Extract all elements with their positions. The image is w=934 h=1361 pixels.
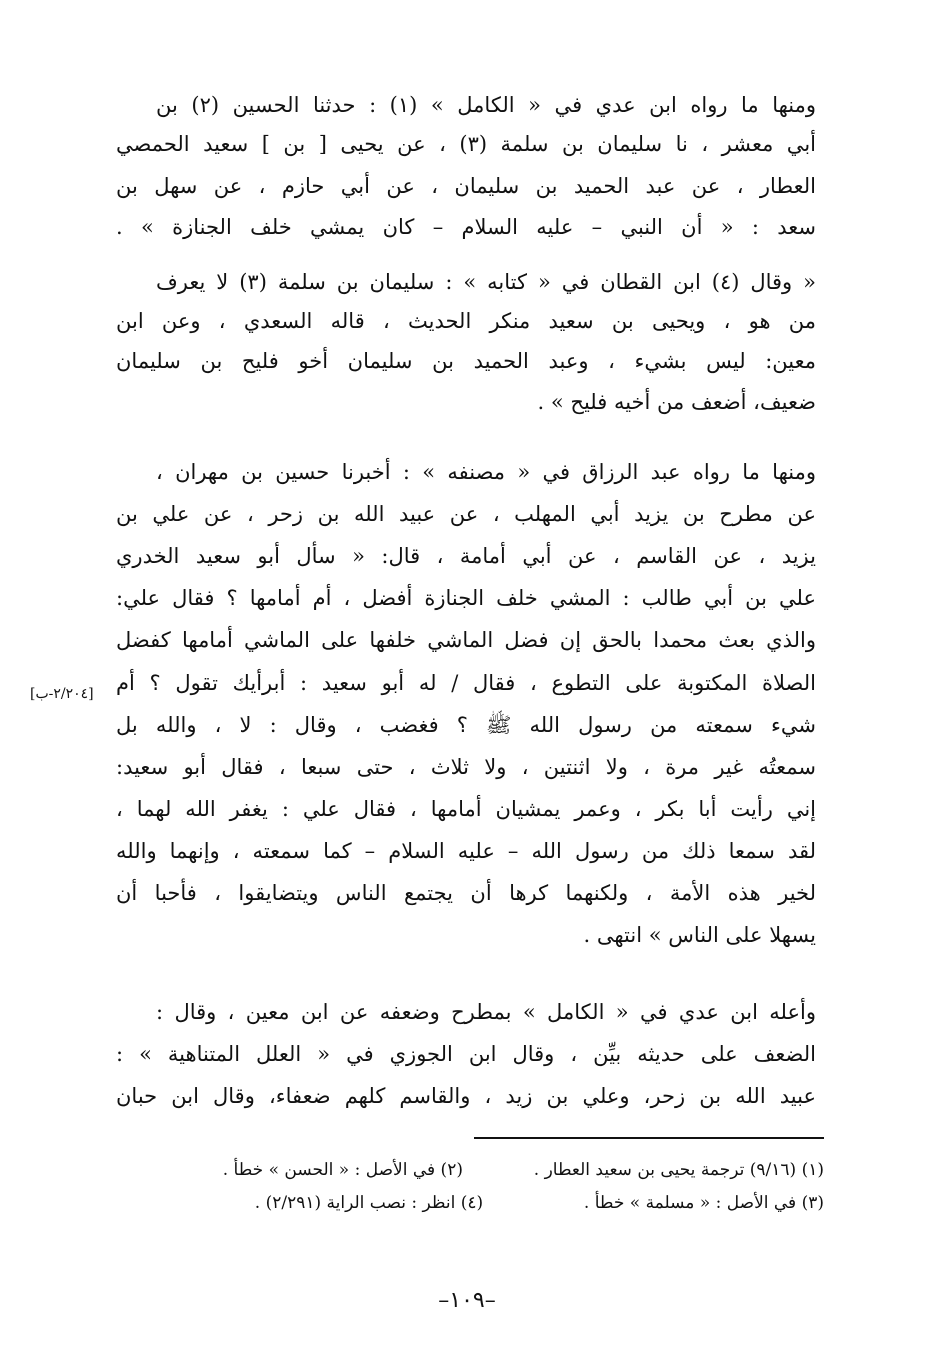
body-line: إني رأيت أبا بكر ، وعمر يمشيان أمامها ، فقال علي : يغفر الله لهما ، [116, 797, 816, 821]
body-line: علي بن أبي طالب : المشي خلف الجنازة أفضل ، أم أمامها ؟ فقال علي: [116, 586, 816, 610]
body-line: شيء سمعته من رسول الله ﷺ ؟ فغضب ، وقال : لا ، والله بل [116, 713, 816, 737]
body-line: سمعتُه غير مرة ، ولا اثنتين ، ولا ثلاث ، حتى سبعا ، فقال أبو سعيد: [116, 755, 816, 779]
footnote-4: (٤) انظر : نصب الراية (٢/٢٩١) . [254, 1193, 484, 1213]
body-line: يزيد ، عن القاسم ، عن أبي أمامة ، قال: « سأل أبو سعيد الخدري [116, 544, 816, 568]
body-line: والذي بعث محمدا بالحق إن فضل الماشي خلفها على الماشي أمامها كفضل [116, 628, 816, 652]
body-line: عبيد الله بن زحر، وعلي بن زيد ، والقاسم كلهم ضعفاء، وقال ابن حبان [116, 1084, 816, 1108]
body-line: ومنها ما رواه ابن عدي في « الكامل » (١) : حدثنا الحسين (٢) بن [156, 93, 816, 117]
body-line: الضعف على حديثه بيِّن ، وقال ابن الجوزي في « العلل المتناهية » : [116, 1042, 816, 1066]
body-line: لخير هذه الأمة ، ولكنهما كرها أن يجتمع الناس ويتضايقوا ، فأحبا أن [116, 881, 816, 905]
body-line: « وقال (٤) ابن القطان في « كتابه » : سليمان بن سلمة (٣) لا يعرف [156, 270, 816, 294]
body-line: العطار ، عن عبد الحميد بن سليمان ، عن أبي حازم ، عن سهل بن [116, 174, 816, 198]
body-line: ضعيف، أضعف من أخيه فليح » . [537, 390, 816, 414]
body-line: يسهلا على الناس » انتهى . [583, 923, 816, 947]
body-line: أبي معشر ، نا سليمان بن سلمة (٣) ، عن يحيى [ بن ] سعيد الحمصي [116, 132, 816, 156]
body-line: وأعله ابن عدي في « الكامل » بمطرح وضعفه عن ابن معين ، وقال : [156, 1000, 816, 1024]
body-line: من هو ، ويحيى بن سعيد منكر الحديث ، قاله السعدي ، وعن ابن [116, 309, 816, 333]
manuscript-folio-note: [٢/٢٠٤-ب] [30, 686, 94, 702]
footnote-2: (٢) في الأصل : « الحسن » خطأ . [222, 1160, 463, 1180]
page-number: –١٠٩– [438, 1288, 496, 1313]
body-line: ومنها ما رواه عبد الرزاق في « مصنفه » : أخبرنا حسين بن مهران ، [156, 460, 816, 484]
footnote-separator [474, 1137, 824, 1139]
footnote-line [104, 1190, 824, 1216]
footnote-1: (١) (٩/١٦) ترجمة يحيى بن سعيد العطار . [533, 1160, 824, 1180]
footnote-3: (٣) في الأصل : « مسلمة » خطأ . [583, 1193, 824, 1213]
body-line: سعد : « أن النبي – عليه السلام – كان يمشي خلف الجنازة » . [116, 215, 816, 239]
body-line: معين: ليس بشيء ، وعبد الحميد بن سليمان أخو فليح بن سليمان [116, 349, 816, 373]
body-line: عن مطرح بن يزيد أبي المهلب ، عن عبيد الله بن زحر ، عن علي بن [116, 502, 816, 526]
body-line: لقد سمعا ذلك من رسول الله – عليه السلام – كما سمعته ، وإنهما والله [116, 839, 816, 863]
body-line: الصلاة المكتوبة على التطوع ، فقال / له أبو سعيد : أبرأيك تقول ؟ أم [116, 671, 816, 695]
footnote-line [104, 1157, 824, 1183]
